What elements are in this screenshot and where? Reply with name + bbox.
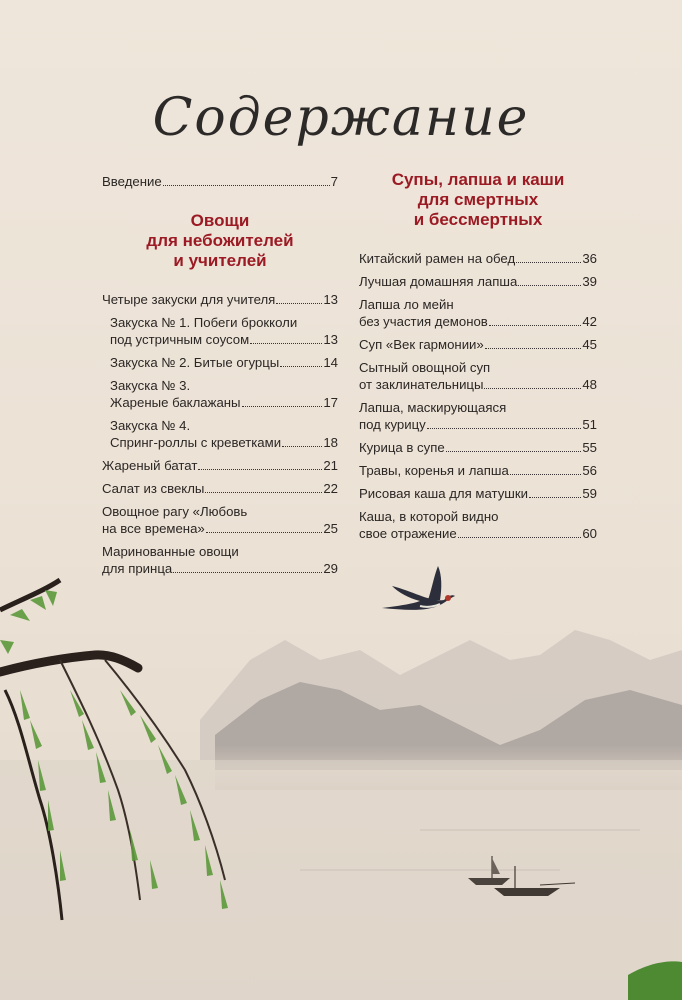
toc-entry-introduction[interactable]: Введение 7 (102, 174, 338, 189)
toc-entry[interactable]: Четыре закуски для учителя 13 (102, 292, 338, 307)
toc-entry[interactable]: Овощное рагу «Любовь на все времена» 25 (102, 504, 338, 536)
toc-entry[interactable]: Лапша ло мейн без участия демонов 42 (359, 297, 597, 329)
toc-entry[interactable]: Травы, коренья и лапша 56 (359, 463, 597, 478)
section-heading-vegetables: Овощи для небожителей и учителей (146, 211, 294, 270)
toc-entry[interactable]: Салат из свеклы 22 (102, 481, 338, 496)
toc-entry[interactable]: Рисовая каша для матушки 59 (359, 486, 597, 501)
toc-entry[interactable]: Суп «Век гармонии» 45 (359, 337, 597, 352)
toc-entry[interactable]: Закуска № 4. Спринг-роллы с креветками 18 (110, 418, 338, 450)
toc-entry[interactable]: Жареный батат 21 (102, 458, 338, 473)
toc-entry[interactable]: Закуска № 1. Побеги брокколи под устричным соусом 13 (110, 315, 338, 347)
toc-entry[interactable]: Маринованные овощи для принца 29 (102, 544, 338, 576)
toc-entry[interactable]: Закуска № 2. Битые огурцы 14 (110, 355, 338, 370)
toc-entry[interactable]: Сытный овощной суп от заклинательницы 48 (359, 360, 597, 392)
section-heading-soups: Супы, лапша и каши для смертных и бессмертных (391, 170, 565, 229)
page-title: Содержание (152, 88, 530, 148)
toc-right-column (359, 170, 597, 542)
toc-entry[interactable]: Каша, в которой видно свое отражение 60 (359, 509, 597, 541)
toc-entry[interactable]: Лучшая домашняя лапша 39 (359, 274, 597, 289)
swallow-bird (382, 566, 455, 610)
toc-left-column (102, 170, 338, 577)
toc-entry[interactable]: Лапша, маскирующаяся под курицу 51 (359, 400, 597, 432)
toc-entry[interactable]: Закуска № 3. Жареные баклажаны 17 (110, 378, 338, 410)
toc-entry[interactable]: Курица в супе 55 (359, 440, 597, 455)
toc-entry[interactable]: Китайский рамен на обед 36 (359, 251, 597, 266)
